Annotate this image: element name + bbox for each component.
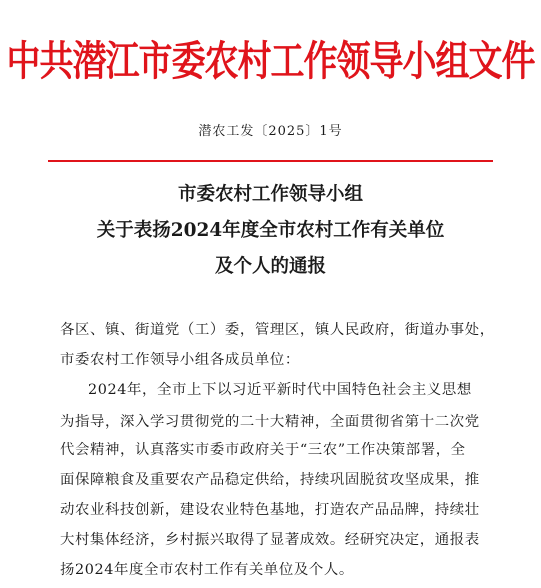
addressee-line-1: 各区、镇、街道党（工）委，管理区，镇人民政府，街道办事处，	[60, 322, 495, 338]
body-paragraph-line: 代会精神，认真落实市委市政府关于“三农”工作决策部署，全	[60, 442, 466, 458]
addressee-line-2: 市委农村工作领导小组各成员单位：	[60, 352, 300, 368]
document-title-line-2: 关于表扬2024年度全市农村工作有关单位	[96, 220, 445, 241]
body-paragraph-line: 动农业科技创新，建设农业特色基地，打造农产品品牌，持续壮	[60, 502, 480, 518]
document-title-line-3: 及个人的通报	[214, 256, 326, 277]
document-title-line-1: 市委农村工作领导小组	[177, 184, 363, 205]
body-paragraph-line: 2024年，全市上下以习近平新时代中国特色社会主义思想	[88, 382, 472, 398]
red-divider-line	[48, 160, 493, 162]
body-paragraph-line: 面保障粮食及重要农产品稳定供给，持续巩固脱贫攻坚成果，推	[60, 472, 480, 488]
body-paragraph-line: 大村集体经济，乡村振兴取得了显著成效。经研究决定，通报表	[60, 532, 480, 548]
body-paragraph-line: 扬2024年度全市农村工作有关单位及个人。	[60, 562, 354, 578]
body-paragraph-line: 为指导，深入学习贯彻党的二十大精神，全面贯彻省第十二次党	[60, 414, 480, 430]
document-masthead: 中共潜江市委农村工作领导小组文件	[6, 37, 535, 86]
document-number: 潜农工发〔2025〕1号	[198, 124, 343, 139]
